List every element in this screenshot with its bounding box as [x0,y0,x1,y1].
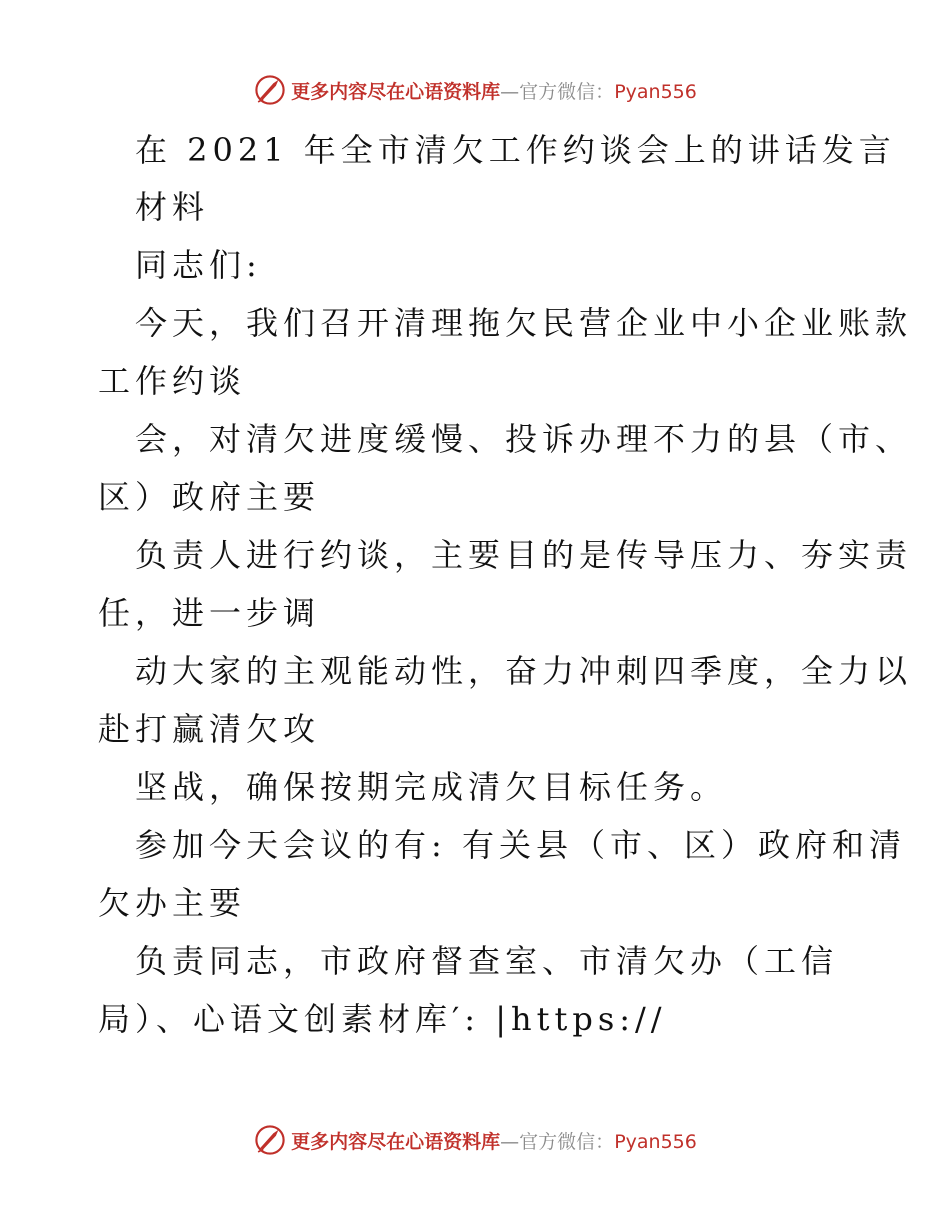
paragraph-line: 会，对清欠进度缓慢、投诉办理不力的县（市、 [135,420,913,458]
banner-wechat-id: Pyan556 [614,80,697,103]
paragraph-line: 区）政府主要 [98,478,321,516]
banner-text [291,1127,697,1154]
paragraph-line: 赴打赢清欠攻 [98,710,321,748]
paragraph-line: 坚战，确保按期完成清欠目标任务。 [135,768,728,806]
salutation-line: 同志们: [135,246,262,284]
banner-text [291,77,697,104]
pen-logo-icon [253,73,287,107]
paragraph-line: 工作约谈 [98,362,247,400]
paragraph-line: 欠办主要 [98,884,247,922]
banner-brand-text: 更多内容尽在心语资料库 [291,1130,501,1153]
paragraph-line: 动大家的主观能动性，奋力冲刺四季度，全力以 [135,652,913,690]
document-title-line-2: 材料 [135,188,210,226]
banner-wechat-id: Pyan556 [614,1130,697,1153]
banner-dash: — [500,1130,520,1153]
banner-brand-text: 更多内容尽在心语资料库 [291,80,501,103]
banner-official-text: 官方微信： [519,80,615,103]
paragraph-line: 任，进一步调 [98,594,321,632]
paragraph-line: 负责人进行约谈，主要目的是传导压力、夯实责 [135,536,913,574]
banner-dash: — [500,80,520,103]
footer-watermark-banner [0,1120,950,1160]
banner-official-text: 官方微信： [519,1130,615,1153]
document-title-line-1: 在 2021 年全市清欠工作约谈会上的讲话发言 [135,131,896,169]
paragraph-line: 负责同志，市政府督查室、市清欠办（工信 [135,942,839,980]
header-watermark-banner [0,70,950,110]
paragraph-line: 参加今天会议的有: 有关县（市、区）政府和清 [135,826,906,864]
paragraph-line: 局）、心语文创素材库′: |https:// [98,1000,667,1038]
pen-logo-icon [253,1123,287,1157]
paragraph-line: 今天，我们召开清理拖欠民营企业中小企业账款 [135,304,913,342]
